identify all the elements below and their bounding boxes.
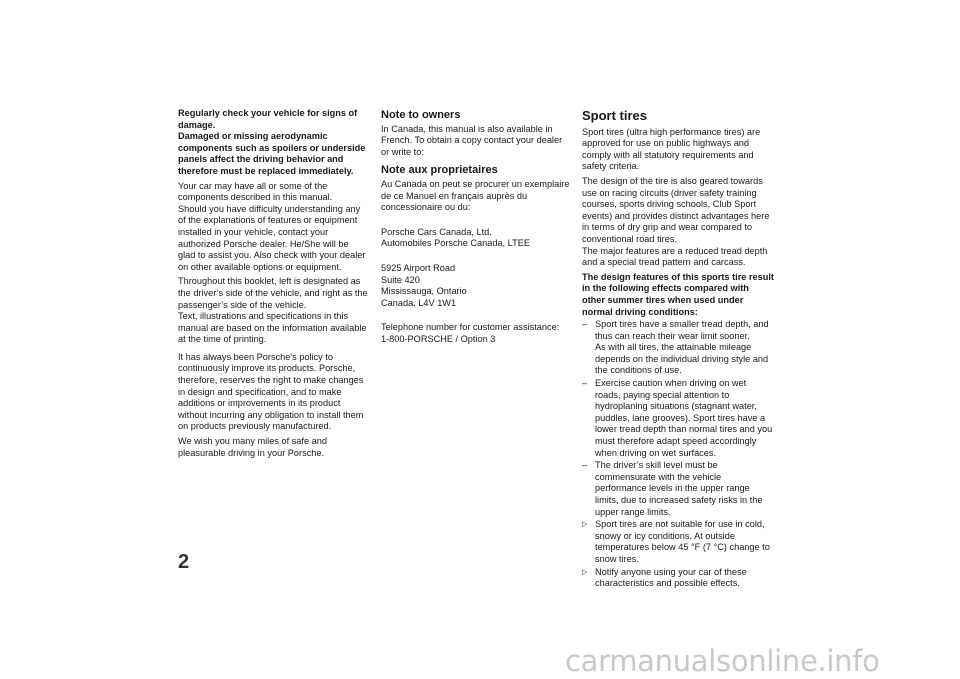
list-item (582, 378, 774, 459)
watermark: carmanualsonline.info (565, 644, 880, 678)
list-item-text: The driver’s skill level must be commensurate with the vehicle performance levels in the upper range limits, due to increased safety risks in the upper range limits. (595, 460, 763, 517)
list-item-text: Notify anyone using your car of these characteristics and possible effects. (595, 566, 747, 589)
list-item-text: Sport tires are not suitable for use in cold, snowy or icy conditions. At outside temperatures below 45 °F (7 °C) change to snow tires. (595, 519, 770, 564)
dash-marker: – (582, 378, 588, 389)
sport-tires-design: The design of the tire is also geared towards use on racing circuits (driver safety training courses, sports driving schools, Club Sport events) and provides distinct advantages here in terms of dry grip and wear compared to conventional road tires. The major features are a reduced tread depth and a special tread pattern and carcass. (582, 175, 770, 268)
dash-marker: – (582, 319, 588, 330)
list-item (582, 567, 774, 590)
design-features-intro: The design features of this sports tire result in the following effects compared with other summer tires when used under normal driving conditions: (582, 271, 774, 317)
list-item (582, 319, 774, 377)
address-company: Porsche Cars Canada, Ltd. Automobiles Porsche Canada, LTEE (381, 226, 530, 249)
list-item (582, 519, 774, 565)
list-item-text: Exercise caution when driving on wet roads, paying special attention to hydroplaning situations (stagnant water, puddles, lane grooves). Sport tires have a lower tread depth than normal tires and you must therefore adapt speed accordingly when driving on wet surfaces. (595, 378, 773, 458)
column-general-info (178, 108, 368, 462)
closing-paragraph: We wish you many miles of safe and pleasurable driving in your Porsche. (178, 436, 327, 458)
heading-sport-tires: Sport tires (582, 108, 648, 123)
list-item (582, 460, 774, 518)
triangle-icon: ▷ (582, 568, 588, 576)
heading-note-aux-proprietaires: Note aux proprietaires (381, 164, 498, 177)
french-text: Au Canada on peut se procurer un exemplaire de ce Manuel en français auprès du concessionaire ou du: (381, 178, 570, 213)
customer-phone: Telephone number for customer assistance: 1-800-PORSCHE / Option 3 (381, 322, 560, 344)
owners-text: In Canada, this manual is also available in French. To obtain a copy contact your dealer or write to: (381, 123, 563, 157)
page-number: 2 (178, 551, 190, 573)
column-sport-tires (582, 108, 774, 591)
heading-note-to-owners: Note to owners (381, 109, 461, 121)
sport-tires-intro: Sport tires (ultra high performance tires) are approved for use on public highways and comply with all statutory requirements and safety criteria. (582, 126, 761, 172)
damage-warning: Regularly check your vehicle for signs of damage. Damaged or missing aerodynamic components such as spoilers or underside panels affect the driving behavior and therefore must be replaced immediately. (178, 108, 366, 176)
dash-marker: – (582, 460, 588, 471)
policy-paragraph: It has always been Porsche's policy to continuously improve its products. Porsche, therefore, reserves the right to make changes in design and specification, and to make additions or improvements in its product without incurring any obligation to install them on products previously manufactured. (178, 351, 364, 432)
triangle-icon: ▷ (582, 521, 588, 529)
address-street: 5925 Airport Road Suite 420 Mississauga, Ontario Canada, L4V 1W1 (381, 262, 467, 308)
components-paragraph: Your car may have all or some of the components described in this manual. Should you have difficulty understanding any of the explanations of features or equipment installed in your vehicle, contact your authorized Porsche dealer. He/She will be glad to assist you. Also check with your dealer on other available options or equipment. (178, 180, 366, 272)
list-item-text: Sport tires have a smaller tread depth, and thus can reach their wear limit sooner. As with all tires, the attainable mileage depends on the individual driving style and the conditions of use. (595, 319, 769, 376)
column-owner-notes (381, 108, 571, 349)
orientation-paragraph: Throughout this booklet, left is designated as the driver’s side of the vehicle, and right as the passenger’s side of the vehicle. Text, illustrations and specifications in this manual are based on the information available at the time of printing. (178, 276, 368, 345)
